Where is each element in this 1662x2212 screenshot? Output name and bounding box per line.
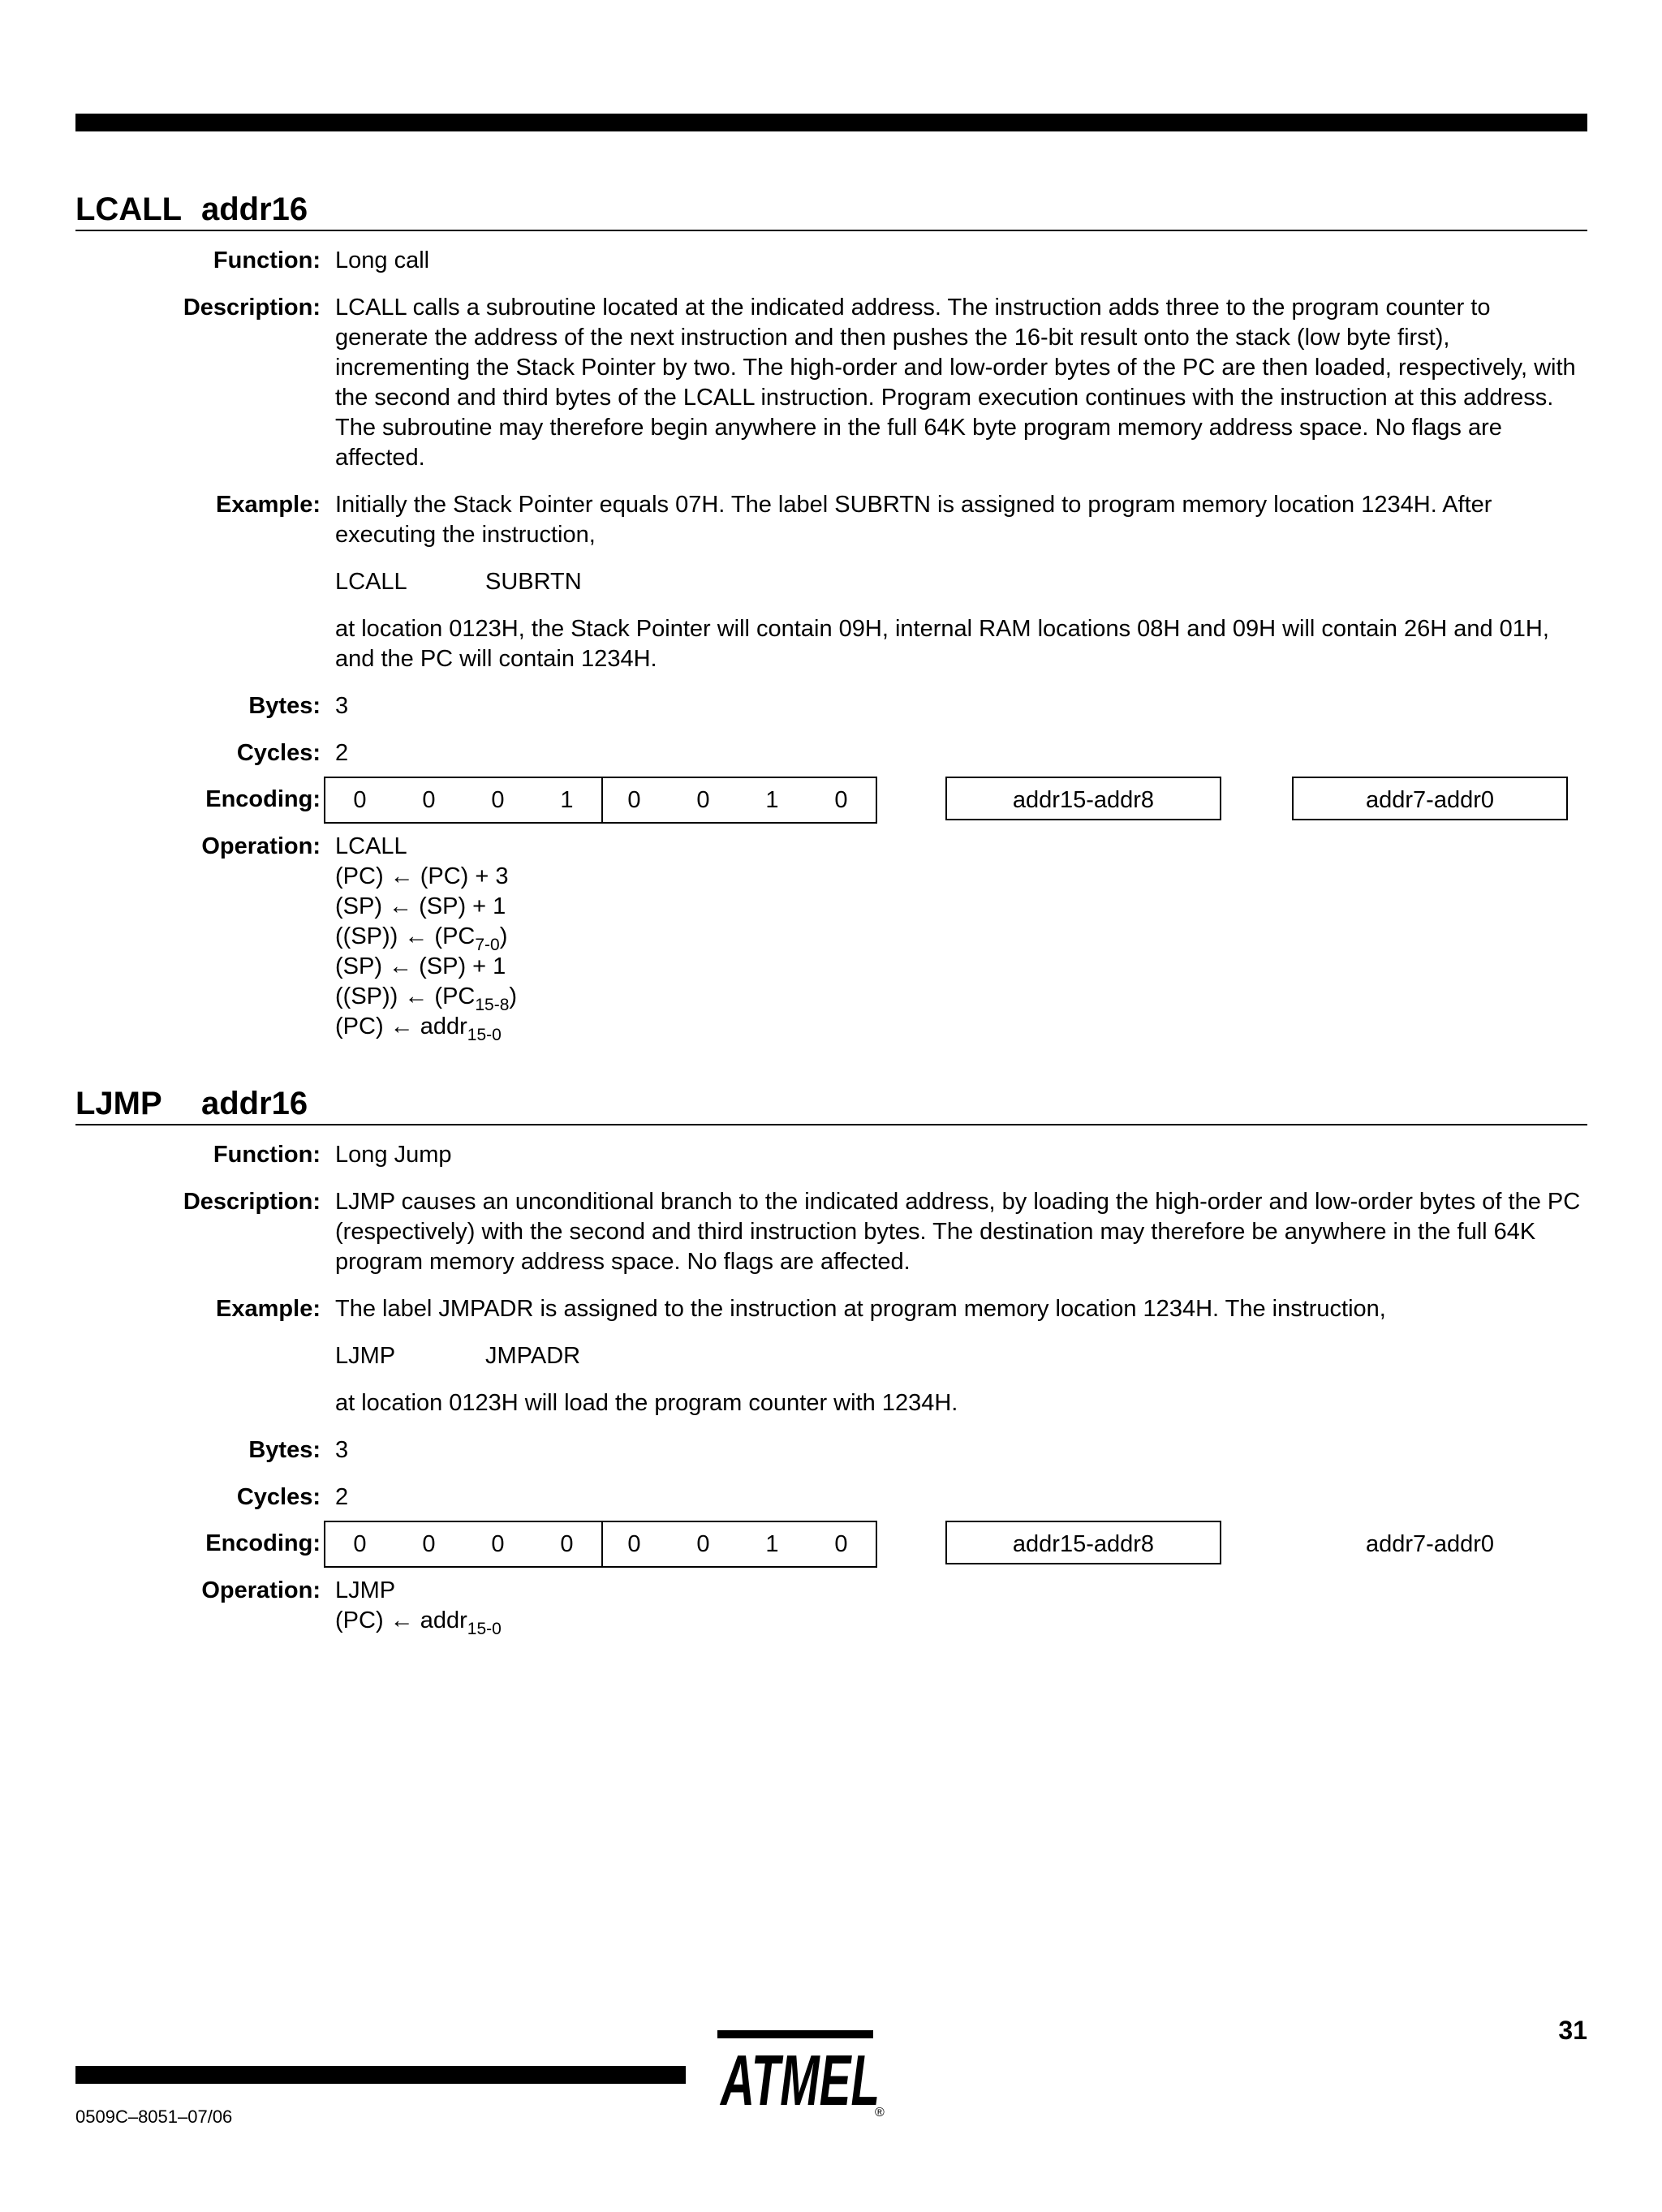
lcall-function-value: Long call	[335, 247, 430, 273]
lcall-title-mnemonic: LCALL	[75, 192, 183, 227]
lcall-example-code-mnemonic: LCALL	[335, 569, 407, 595]
footer-rule	[75, 2066, 686, 2084]
lcall-op-text: )	[509, 983, 518, 1009]
opcode-bit: 0	[627, 1531, 641, 1557]
ljmp-cycles-row	[75, 1483, 1587, 1513]
lcall-bytes-value: 3	[335, 693, 349, 719]
lcall-op-text: ((SP)) ← (PC	[335, 923, 476, 949]
lcall-description-row	[75, 293, 1587, 473]
ljmp-description-text: LJMP causes an unconditional branch to the indicated address, by loading the high-order and low-order bytes of the PC (respectively) with the second and third instruction bytes. The destination may therefore be anywhere in the full 64K program memory address space. No flags are affected.	[335, 1189, 1581, 1275]
header-rule	[75, 114, 1587, 131]
lcall-bytes-row	[75, 691, 1587, 721]
lcall-op-text: ((SP)) ← (PC	[335, 983, 476, 1009]
lcall-op-line	[335, 922, 1587, 952]
lcall-op-text: (PC) ← addr	[335, 1013, 467, 1039]
ljmp-example-intro: The label JMPADR is assigned to the instruction at program memory location 1234H. The instruction,	[335, 1296, 1386, 1322]
lcall-opcode-high-nibble	[324, 777, 603, 824]
lcall-function-row	[75, 246, 1587, 276]
lcall-example-label: Example:	[216, 492, 321, 518]
opcode-bit: 0	[627, 787, 641, 813]
lcall-example-row	[75, 490, 1587, 674]
lcall-description-text: LCALL calls a subroutine located at the indicated address. The instruction adds three to the program counter to generate the address of the next instruction and then pushes the 16-bit result onto the stack (low byte first), incrementing the Stack Pointer by two. The high-order and low-order bytes of the PC are then loaded, respectively, with the second and third bytes of the LCALL instruction. Program execution continues with the instruction at this address. The subroutine may therefore begin anywhere in the full 64K byte program memory address space. No flags are affected.	[335, 295, 1576, 471]
ljmp-cycles-value: 2	[335, 1484, 349, 1510]
lcall-cycles-value: 2	[335, 740, 349, 766]
ljmp-operation-row	[75, 1576, 1587, 1636]
lcall-bytes-label: Bytes:	[248, 693, 321, 719]
ljmp-title-mnemonic: LJMP	[75, 1086, 162, 1121]
lcall-op-text: )	[499, 923, 508, 949]
lcall-example-code	[335, 567, 1587, 597]
opcode-bit: 0	[422, 787, 436, 813]
ljmp-bytes-value: 3	[335, 1437, 349, 1463]
opcode-bit: 0	[353, 787, 367, 813]
ljmp-section	[75, 1083, 1587, 1636]
registered-mark: ®	[875, 2106, 885, 2119]
ljmp-description-row	[75, 1187, 1587, 1277]
opcode-bit: 0	[491, 1531, 505, 1557]
lcall-title	[75, 189, 1587, 231]
lcall-function-label: Function:	[213, 247, 321, 273]
opcode-bit: 0	[491, 787, 505, 813]
ljmp-bytes-label: Bytes:	[248, 1437, 321, 1463]
lcall-op-line: (SP) ← (SP) + 1	[335, 893, 506, 919]
lcall-operation-label: Operation:	[201, 833, 321, 859]
ljmp-example-row	[75, 1294, 1587, 1418]
ljmp-description-label: Description:	[183, 1189, 321, 1215]
ljmp-function-value: Long Jump	[335, 1142, 452, 1168]
ljmp-example-code-operand: JMPADR	[485, 1343, 581, 1369]
opcode-bit: 1	[765, 1531, 779, 1557]
ljmp-encoding-label: Encoding:	[205, 1530, 321, 1556]
ljmp-opcode-high-nibble	[324, 1521, 603, 1568]
lcall-example-intro: Initially the Stack Pointer equals 07H. The label SUBRTN is assigned to program memory location 1234H. After executing the instruction,	[335, 492, 1492, 548]
ljmp-example-code	[335, 1341, 1587, 1371]
opcode-bit: 0	[834, 787, 848, 813]
ljmp-title-operand: addr16	[201, 1086, 308, 1121]
ljmp-op-subscript: 15-0	[467, 1620, 502, 1638]
ljmp-example-code-mnemonic: LJMP	[335, 1343, 396, 1369]
ljmp-function-row	[75, 1140, 1587, 1170]
lcall-opcode-low-nibble	[600, 777, 877, 824]
ljmp-function-label: Function:	[213, 1142, 321, 1168]
opcode-bit: 1	[765, 787, 779, 813]
lcall-section	[75, 189, 1587, 1042]
page-number: 31	[1558, 2016, 1587, 2045]
atmel-logo-mark	[713, 2030, 891, 2119]
lcall-op-line: (PC) ← (PC) + 3	[335, 863, 509, 889]
lcall-cycles-label: Cycles:	[236, 740, 321, 766]
opcode-bit: 1	[560, 787, 574, 813]
opcode-bit: 0	[422, 1531, 436, 1557]
ljmp-op-text: (PC) ← addr	[335, 1607, 467, 1633]
lcall-op-line	[335, 1012, 1587, 1042]
lcall-encoding-label: Encoding:	[205, 786, 321, 812]
lcall-title-operand: addr16	[201, 192, 308, 227]
lcall-encoding	[75, 777, 1587, 824]
ljmp-op-line	[335, 1606, 1587, 1636]
ljmp-example-label: Example:	[216, 1296, 321, 1322]
lcall-op-line	[335, 982, 1587, 1012]
lcall-operation-row	[75, 832, 1587, 1042]
lcall-op-line: LCALL	[335, 833, 407, 859]
ljmp-operation-label: Operation:	[201, 1577, 321, 1603]
ljmp-encoding-row	[75, 1521, 1587, 1568]
document-code: 0509C–8051–07/06	[75, 2107, 233, 2127]
ljmp-example-result: at location 0123H will load the program counter with 1234H.	[335, 1390, 958, 1416]
lcall-op-subscript: 15-0	[467, 1026, 502, 1044]
lcall-op-subscript: 15-8	[475, 996, 510, 1014]
ljmp-opcode-low-nibble	[600, 1521, 877, 1568]
ljmp-op-line: LJMP	[335, 1577, 396, 1603]
atmel-logo	[713, 2030, 891, 2124]
ljmp-title	[75, 1083, 1587, 1125]
opcode-bit: 0	[696, 787, 710, 813]
lcall-cycles-row	[75, 738, 1587, 768]
lcall-encoding-row	[75, 777, 1587, 824]
lcall-description-label: Description:	[183, 295, 321, 321]
ljmp-cycles-label: Cycles:	[236, 1484, 321, 1510]
opcode-bit: 0	[696, 1531, 710, 1557]
lcall-encoding-addr-low: addr7-addr0	[1292, 777, 1568, 820]
ljmp-encoding-addr-low: addr7-addr0	[1366, 1531, 1494, 1557]
ljmp-encoding-addr-high: addr15-addr8	[945, 1521, 1221, 1564]
opcode-bit: 0	[560, 1531, 574, 1557]
lcall-example-code-operand: SUBRTN	[485, 569, 582, 595]
lcall-example-result: at location 0123H, the Stack Pointer will contain 09H, internal RAM locations 08H and 09H will contain 26H and 01H, and the PC will contain 1234H.	[335, 616, 1549, 672]
atmel-logo-wordmark: ATMEL	[719, 2040, 880, 2119]
lcall-op-subscript: 7-0	[475, 936, 500, 954]
lcall-op-line: (SP) ← (SP) + 1	[335, 953, 506, 979]
ljmp-encoding	[75, 1521, 1587, 1568]
opcode-bit: 0	[834, 1531, 848, 1557]
lcall-encoding-addr-high: addr15-addr8	[945, 777, 1221, 820]
ljmp-bytes-row	[75, 1435, 1587, 1465]
opcode-bit: 0	[353, 1531, 367, 1557]
